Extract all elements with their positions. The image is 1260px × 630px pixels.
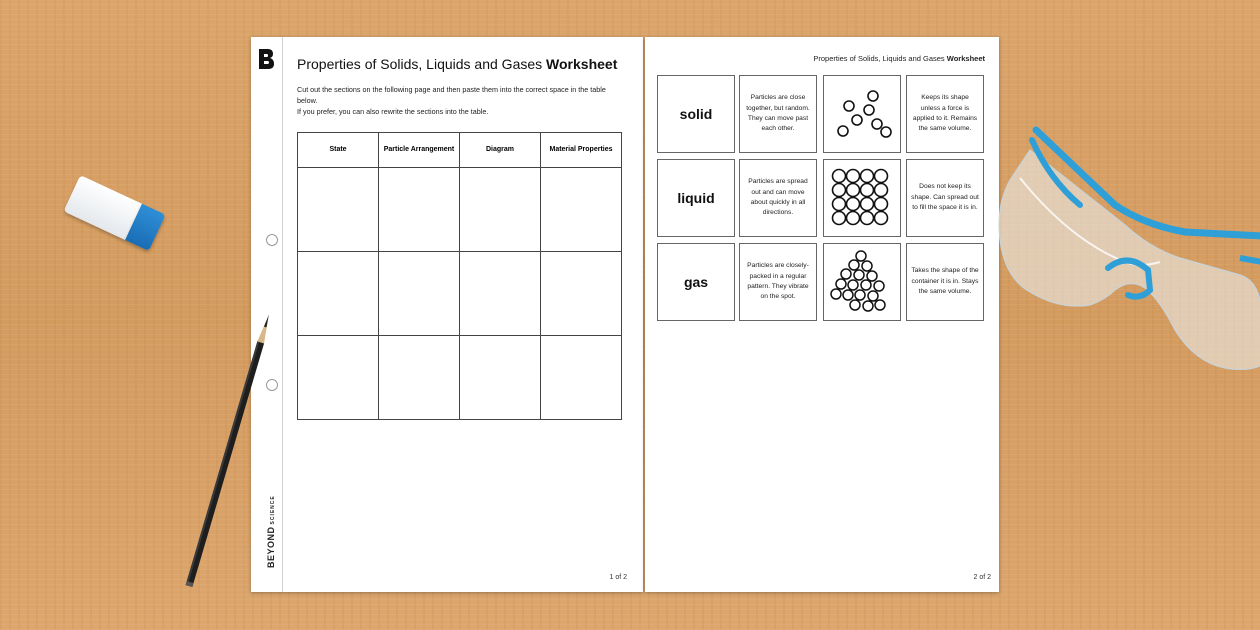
page-number: 1 of 2: [609, 574, 627, 581]
header-regular: Properties of Solids, Liquids and Gases: [813, 54, 945, 63]
state-label: gas: [683, 274, 709, 290]
arrangement-text: Particles are close together, but random. They can move past each other.: [746, 94, 810, 133]
header-material-properties: Material Properties: [541, 133, 622, 168]
title-regular: Properties of Solids, Liquids and Gases: [297, 56, 543, 72]
properties-text: Does not keep its shape. Can spread out to fill the space it is in.: [911, 183, 979, 212]
arrangement-text: Particles are closely-packed in a regular pattern. They vibrate on the spot.: [747, 262, 809, 301]
header-bold: Worksheet: [946, 54, 985, 63]
state-label: solid: [679, 106, 713, 122]
instruction-line: If you prefer, you can also rewrite the sections into the table.: [297, 107, 489, 116]
arrangement-text: Particles are spread out and can move about quickly in all directions.: [748, 178, 808, 217]
title-bold: Worksheet: [546, 56, 618, 72]
brand-sub-text: SCIENCE: [270, 495, 276, 525]
state-label: liquid: [677, 190, 715, 206]
properties-text: Takes the shape of the container it is in. Stays the same volume.: [911, 267, 979, 296]
header-particle-arrangement: Particle Arrangement: [379, 133, 460, 168]
header-diagram: Diagram: [460, 133, 541, 168]
header-state: State: [298, 133, 379, 168]
page-number: 2 of 2: [973, 574, 991, 581]
instruction-line: Cut out the sections on the following page and then paste them into the correct space in the table below.: [297, 85, 606, 105]
properties-text: Keeps its shape unless a force is applied to it. Remains the same volume.: [912, 94, 978, 133]
brand-main-text: BEYOND: [266, 526, 276, 568]
